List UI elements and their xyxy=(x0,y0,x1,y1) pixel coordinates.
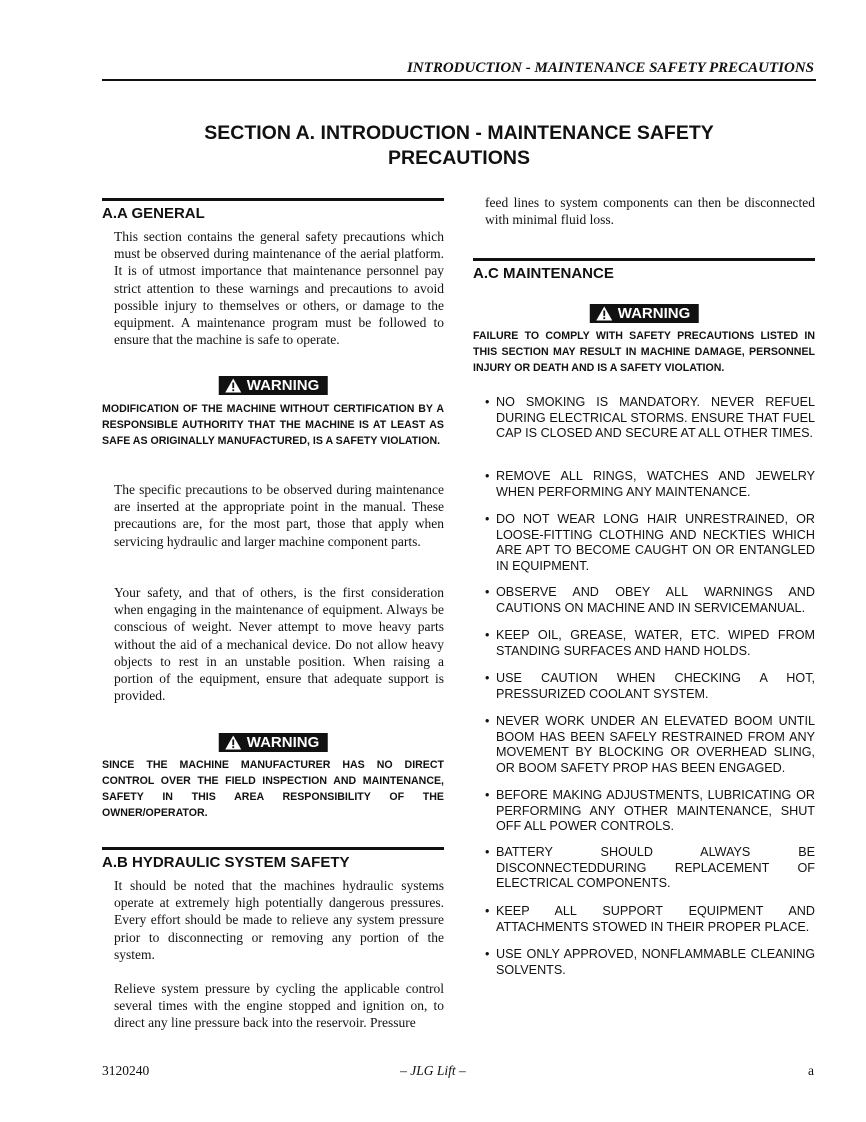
footer-page-number: a xyxy=(808,1063,814,1078)
list-item xyxy=(485,845,815,892)
bullet-icon: • xyxy=(485,469,490,483)
maintenance-heading: A.C MAINTENANCE xyxy=(473,258,815,282)
bullet-icon: • xyxy=(485,714,490,728)
warning-text-2: SINCE THE MACHINE MANUFACTURER HAS NO DIRECT CONTROL OVER THE FIELD INSPECTION AND MAINTENANCE, SAFETY IN THIS AREA RESPONSIBILITY OF THE OWNER/OPERATOR. xyxy=(102,759,444,819)
list-item-text: KEEP OIL, GREASE, WATER, ETC. WIPED FROM STANDING SURFACES AND HAND HOLDS. xyxy=(496,628,815,658)
list-item-text: REMOVE ALL RINGS, WATCHES AND JEWELRY WHEN PERFORMING ANY MAINTENANCE. xyxy=(496,469,815,499)
list-item-text: USE CAUTION WHEN CHECKING A HOT, PRESSURIZED COOLANT SYSTEM. xyxy=(496,671,815,701)
warning-text-3: FAILURE TO COMPLY WITH SAFETY PRECAUTIONS LISTED IN THIS SECTION MAY RESULT IN MACHINE DAMAGE, PERSONNEL INJURY OR DEATH AND IS A SAFETY VIOLATION. xyxy=(473,330,815,374)
warning-triangle-icon xyxy=(225,378,242,393)
list-item xyxy=(485,469,815,500)
footer-publisher: – JLG Lift – xyxy=(400,1063,466,1078)
warning-triangle-icon xyxy=(225,735,242,750)
section-title-line2: PRECAUTIONS xyxy=(388,147,530,169)
list-item-text: DO NOT WEAR LONG HAIR UNRESTRAINED, OR LOOSE-FITTING CLOTHING AND NECKTIES WHICH ARE APT TO BECOME CAUGHT ON OR ENTANGLED IN EQUIPMENT. xyxy=(496,512,815,574)
list-item xyxy=(485,947,815,978)
section-title-line1: SECTION A. INTRODUCTION - MAINTENANCE SAFETY xyxy=(204,122,714,144)
general-heading: A.A GENERAL xyxy=(102,198,444,222)
section-title xyxy=(102,121,816,171)
bullet-icon: • xyxy=(485,628,490,642)
list-item xyxy=(485,788,815,835)
warning-label-1: WARNING xyxy=(246,377,320,394)
list-item-text: NEVER WORK UNDER AN ELEVATED BOOM UNTIL BOOM HAS BEEN SAFELY RESTRAINED FROM ANY MOVEMENT BY BLOCKING OR OVERHEAD SLING, OR BOOM SAFETY PROP HAS BEEN ENGAGED. xyxy=(496,714,815,776)
hydraulic-heading: A.B HYDRAULIC SYSTEM SAFETY xyxy=(102,847,444,871)
list-item-text: BEFORE MAKING ADJUSTMENTS, LUBRICATING OR PERFORMING ANY OTHER MAINTENANCE, SHUT OFF ALL POWER CONTROLS. xyxy=(496,788,815,834)
hydraulic-paragraph-2-continued: feed lines to system components can then be disconnected with minimal fluid loss. xyxy=(485,195,815,228)
warning-badge-1 xyxy=(219,376,328,395)
bullet-icon: • xyxy=(485,585,490,599)
list-item-text: KEEP ALL SUPPORT EQUIPMENT AND ATTACHMENTS STOWED IN THEIR PROPER PLACE. xyxy=(496,904,815,934)
list-item-text: USE ONLY APPROVED, NONFLAMMABLE CLEANING SOLVENTS. xyxy=(496,947,815,977)
bullet-icon: • xyxy=(485,904,490,918)
list-item xyxy=(485,585,815,616)
bullet-icon: • xyxy=(485,788,490,802)
list-item xyxy=(485,671,815,702)
hydraulic-paragraph-2: Relieve system pressure by cycling the applicable control several times with the engine stopped and ignition on, to direct any line pressure back into the reservoir. Pressure xyxy=(114,981,444,1031)
bullet-icon: • xyxy=(485,395,490,409)
bullet-icon: • xyxy=(485,512,490,526)
list-item-text: BATTERY SHOULD ALWAYS BE DISCONNECTEDDURING REPLACEMENT OF ELECTRICAL COMPONENTS. xyxy=(496,845,815,891)
warning-badge-3 xyxy=(590,304,699,323)
general-paragraph-1: This section contains the general safety precautions which must be observed during maintenance of the aerial platform. It is of utmost importance that maintenance personnel pay strict attention to these warnings and precautions to avoid possible injury to themselves or others, or damage to the equipment. A maintenance program must be followed to ensure that the machine is safe to operate. xyxy=(114,229,444,348)
bullet-icon: • xyxy=(485,671,490,685)
list-item xyxy=(485,512,815,575)
warning-text-1: MODIFICATION OF THE MACHINE WITHOUT CERTIFICATION BY A RESPONSIBLE AUTHORITY THAT THE MACHINE IS AT LEAST AS SAFE AS ORIGINALLY MANUFACTURED, IS A SAFETY VIOLATION. xyxy=(102,403,444,447)
warning-badge-2 xyxy=(219,733,328,752)
footer-doc-number: 3120240 xyxy=(102,1063,150,1078)
warning-triangle-icon xyxy=(596,306,613,321)
list-item xyxy=(485,628,815,659)
hydraulic-paragraph-1: It should be noted that the machines hydraulic systems operate at extremely high potentially dangerous pressures. Every effort should be made to relieve any system pressure prior to disconnecting or removing any portion of the system. xyxy=(114,878,444,962)
list-item-text: NO SMOKING IS MANDATORY. NEVER REFUEL DURING ELECTRICAL STORMS. ENSURE THAT FUEL CAP IS CLOSED AND SECURE AT ALL OTHER TIMES. xyxy=(496,395,815,441)
general-paragraph-3: Your safety, and that of others, is the first consideration when engaging in the maintenance of equipment. Always be conscious of weight. Never attempt to move heavy parts without the aid of a mechanical device. Do not allow heavy objects to rest in an unstable position. When raising a portion of the equipment, ensure that adequate support is provided. xyxy=(114,585,444,704)
header-rule xyxy=(102,79,816,81)
list-item-text: OBSERVE AND OBEY ALL WARNINGS AND CAUTIONS ON MACHINE AND IN SERVICEMANUAL. xyxy=(496,585,815,615)
warning-label-2: WARNING xyxy=(246,734,320,751)
general-paragraph-2: The specific precautions to be observed during maintenance are inserted at the appropriate point in the manual. These precautions are, for the most part, those that apply when servicing hydraulic and larger machine component parts. xyxy=(114,482,444,549)
bullet-icon: • xyxy=(485,947,490,961)
warning-label-3: WARNING xyxy=(617,305,691,322)
list-item xyxy=(485,395,815,442)
list-item xyxy=(485,904,815,935)
running-header: INTRODUCTION - MAINTENANCE SAFETY PRECAUTIONS xyxy=(406,60,814,76)
bullet-icon: • xyxy=(485,845,490,859)
list-item xyxy=(485,714,815,777)
